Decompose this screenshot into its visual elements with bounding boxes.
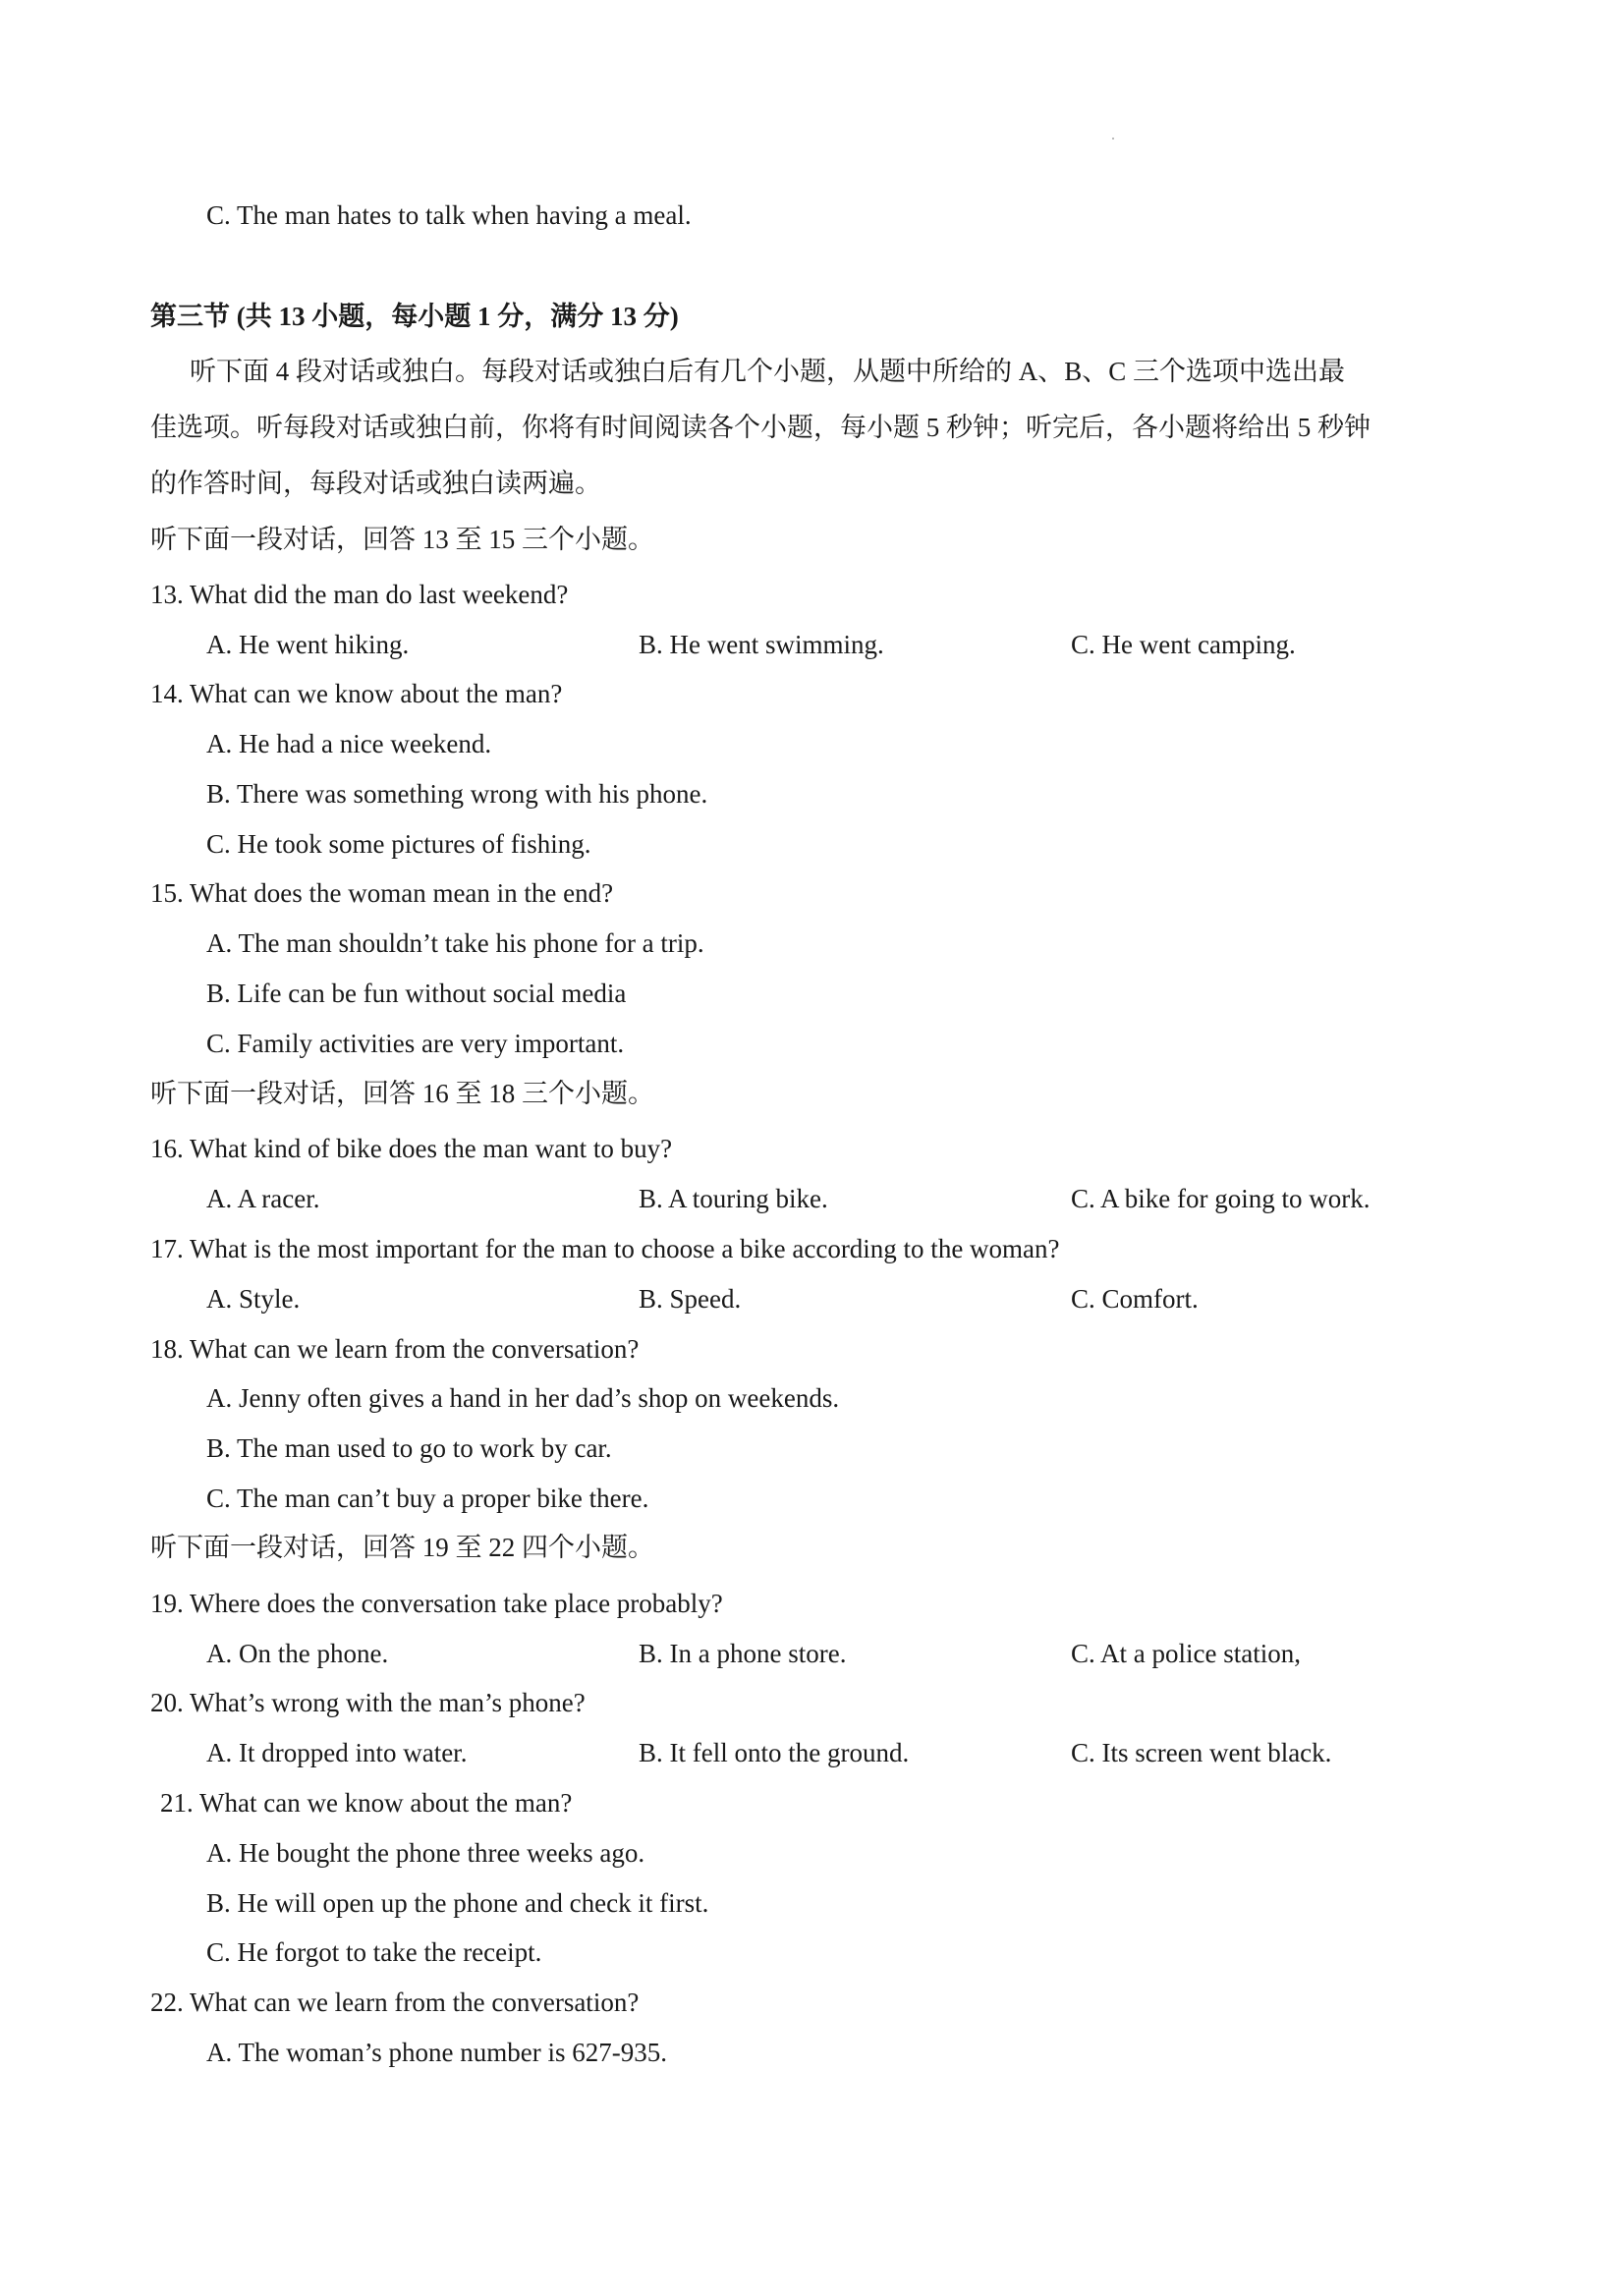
option-b[interactable]: B. He went swimming. [639, 630, 884, 659]
question-stem: 16. What kind of bike does the man want to buy? [150, 1134, 673, 1163]
option-c[interactable]: C. A bike for going to work. [1071, 1184, 1371, 1213]
option-c[interactable]: C. Family activities are very important. [206, 1029, 625, 1058]
option-b[interactable]: B. Speed. [639, 1284, 742, 1314]
option-a[interactable]: A. He went hiking. [206, 630, 410, 659]
group-intro: 听下面一段对话，回答 16 至 18 三个小题。 [150, 1079, 654, 1108]
option-c[interactable]: C. At a police station, [1071, 1639, 1301, 1668]
group-intro: 听下面一段对话，回答 13 至 15 三个小题。 [150, 525, 654, 554]
option-c[interactable]: C. He went camping. [1071, 630, 1296, 659]
option-c[interactable]: C. Comfort. [1071, 1284, 1199, 1314]
question-stem: 19. Where does the conversation take place probably? [150, 1589, 723, 1618]
option-c[interactable]: C. Its screen went black. [1071, 1738, 1332, 1767]
option-a[interactable]: A. He bought the phone three weeks ago. [206, 1838, 645, 1868]
previous-option-fragment: C. The man hates to talk when having a meal. [206, 200, 692, 230]
option-b[interactable]: B. He will open up the phone and check it first. [206, 1888, 709, 1918]
option-a[interactable]: A. On the phone. [206, 1639, 389, 1668]
option-a[interactable]: A. A racer. [206, 1184, 320, 1213]
option-a[interactable]: A. The man shouldn’t take his phone for a trip. [206, 928, 704, 958]
faint-dot-mark [1112, 138, 1114, 140]
option-c[interactable]: C. He forgot to take the receipt. [206, 1937, 542, 1967]
option-c[interactable]: C. The man can’t buy a proper bike there. [206, 1484, 649, 1513]
option-a[interactable]: A. It dropped into water. [206, 1738, 468, 1767]
option-a[interactable]: A. The woman’s phone number is 627-935. [206, 2038, 667, 2067]
question-stem: 15. What does the woman mean in the end? [150, 878, 614, 908]
option-b[interactable]: B. The man used to go to work by car. [206, 1433, 612, 1463]
question-stem: 18. What can we learn from the conversation? [150, 1334, 640, 1364]
instructions-line-3: 的作答时间，每段对话或独白读两遍。 [150, 469, 601, 498]
option-a[interactable]: A. Jenny often gives a hand in her dad’s shop on weekends. [206, 1383, 840, 1413]
question-stem: 22. What can we learn from the conversation? [150, 1988, 640, 2017]
option-b[interactable]: B. There was something wrong with his phone. [206, 779, 708, 809]
instructions-line-2: 佳选项。听每段对话或独白前，你将有时间阅读各个小题，每小题 5 秒钟；听完后，各小题将给出 5 秒钟 [150, 413, 1371, 442]
group-intro: 听下面一段对话，回答 19 至 22 四个小题。 [150, 1533, 654, 1562]
question-stem: 14. What can we know about the man? [150, 679, 563, 708]
option-b[interactable]: B. In a phone store. [639, 1639, 847, 1668]
question-stem: 21. What can we know about the man? [160, 1788, 573, 1818]
option-c[interactable]: C. He took some pictures of fishing. [206, 829, 591, 859]
question-stem: 17. What is the most important for the man to choose a bike according to the woman? [150, 1234, 1060, 1263]
question-stem: 20. What’s wrong with the man’s phone? [150, 1688, 586, 1717]
question-stem: 13. What did the man do last weekend? [150, 580, 569, 609]
option-b[interactable]: B. Life can be fun without social media [206, 979, 627, 1008]
option-a[interactable]: A. Style. [206, 1284, 301, 1314]
option-b[interactable]: B. A touring bike. [639, 1184, 828, 1213]
instructions-line-1: 听下面 4 段对话或独白。每段对话或独白后有几个小题，从题中所给的 A、B、C 三个选项中选出最 [190, 357, 1346, 386]
section-title: 第三节 (共 13 小题，每小题 1 分，满分 13 分) [150, 302, 679, 331]
option-a[interactable]: A. He had a nice weekend. [206, 729, 492, 758]
option-b[interactable]: B. It fell onto the ground. [639, 1738, 910, 1767]
